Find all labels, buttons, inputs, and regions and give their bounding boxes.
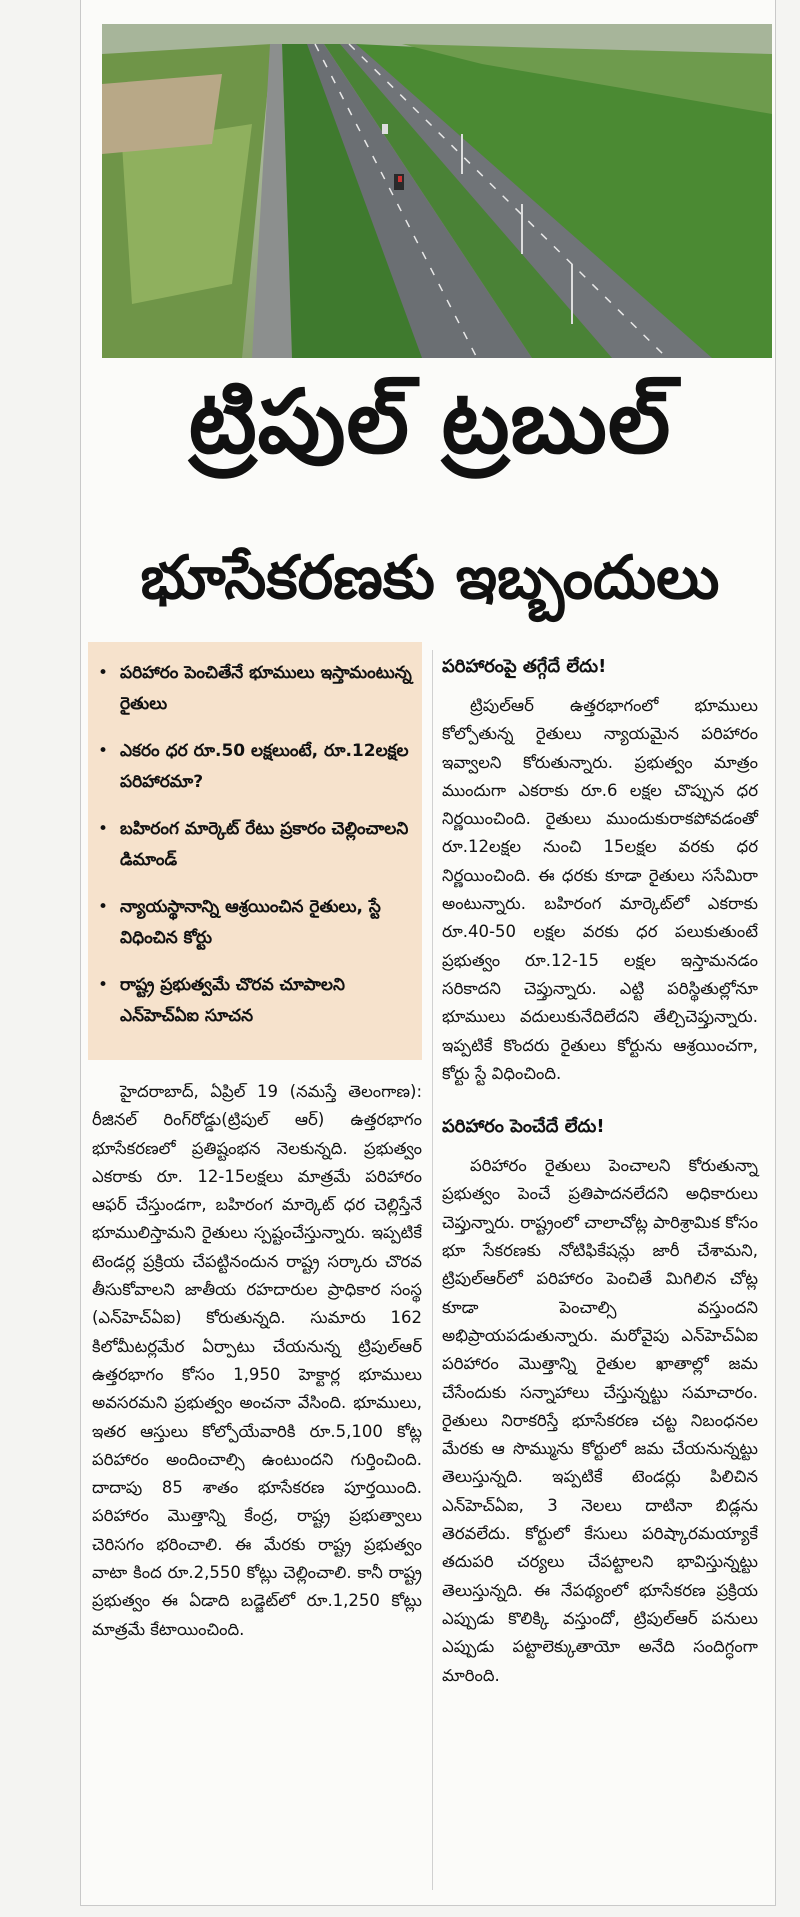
highlight-text: ఎకరం ధర రూ.50 లక్షలుంటే, రూ.12లక్షల పరిహారమా? <box>120 741 409 792</box>
section-heading: పరిహారంపై తగ్గేదే లేదు! <box>442 656 607 677</box>
bullet-icon: • <box>98 663 109 683</box>
highway-aerial-image <box>102 24 772 358</box>
body-paragraph: పరిహారం రైతులు పెంచాలని కోరుతున్నా ప్రభుత్వం పెంచే ప్రతిపాదనలేదని అధికారులు చెప్తున్నారు. రాష్ట్రంలో చాలాచోట్ల పారిశ్రామిక కోసం భూ సేకరణకు నోటిఫికేషన్లు జారీ చేశామని, ట్రిపుల్‌ఆర్‌లో పరిహారం పెంచితే మిగిలిన చోట్ల కూడా పెంచాల్సి వస్తుందని అభిప్రాయపడుతున్నారు. మరోవైపు ఎన్‌హెచ్ఏఐ పరిహారం మొత్తాన్ని రైతుల ఖాతాల్లో జమ చేసేందుకు సన్నాహాలు చేస్తున్నట్టు సమాచారం. రైతులు నిరాకరిస్తే భూసేకరణ చట్ట నిబంధనల మేరకు ఆ సొమ్మును కోర్టులో జమ చేయనున్నట్టు తెలుస్తున్నది. ఇప్పటికే టెండర్లు పిలిచిన ఎన్‌హెచ్ఏఐ, 3 నెలలు దాటినా బిడ్లను తెరవలేదు. కోర్టులో కేసులు పరిష్కారమయ్యాకే తదుపరి చర్యలు చేపట్టాలని భావిస్తున్నట్టు తెలుస్తున్నది. ఈ నేపథ్యంలో భూసేకరణ ప్రక్రియ ఎప్పుడు కొలిక్కి వస్తుందో, ట్రిపుల్‌ఆర్ పనులు ఎప్పుడు పట్టాలెక్కుతాయో అనేది సందిగ్ధంగా మారింది. <box>442 1156 758 1685</box>
highlight-item <box>98 970 412 1032</box>
section-heading: పరిహారం పెంచేదే లేదు! <box>442 1116 605 1138</box>
subheadline: భూసేకరణకు ఇబ్బందులు <box>140 543 720 613</box>
bullet-icon: • <box>98 975 109 995</box>
highlight-text: పరిహారం పెంచితేనే భూములు ఇస్తామంటున్న రైతులు <box>120 663 412 714</box>
bullet-icon: • <box>98 819 109 839</box>
right-column <box>442 652 758 1690</box>
highlight-item <box>98 814 412 876</box>
highlight-item <box>98 736 412 798</box>
highlight-item <box>98 892 412 954</box>
highlight-item <box>98 658 412 720</box>
left-column <box>92 1078 422 1644</box>
column-divider <box>432 650 433 1890</box>
highlight-text: న్యాయస్థానాన్ని ఆశ్రయించిన రైతులు, స్టే విధించిన కోర్టు <box>120 897 381 948</box>
bullet-icon: • <box>98 897 109 917</box>
highlight-text: రాష్ట్ర ప్రభుత్వమే చొరవ చూపాలని ఎన్‌హెచ్ఏఐ సూచన <box>120 975 345 1026</box>
body-paragraph: ట్రిపుల్‌ఆర్ ఉత్తరభాగంలో భూములు కోల్పోతున్న రైతులు న్యాయమైన పరిహారం ఇవ్వాలని కోరుతున్నారు. ప్రభుత్వం మాత్రం ముందుగా ఎకరాకు రూ.6 లక్షల చొప్పున ధర నిర్ణయించింది. రైతులు ముందుకురాకపోవడంతో రూ.12లక్షల నుంచి 15లక్షల వరకు ధర నిర్ణయించింది. ఈ ధరకు కూడా రైతులు ససేమిరా అంటున్నారు. బహిరంగ మార్కెట్‌లో ఎకరాకు రూ.40-50 లక్షల వరకు ధర పలుకుతుంటే ప్రభుత్వం రూ.12-15 లక్షల ఇస్తామనడం సరికాదని చెప్తున్నారు. ఎట్టి పరిస్థితుల్లోనూ భూములు వదులుకునేదిలేదని తేల్చిచెప్తున్నారు. ఇప్పటికే కొందరు రైతులు కోర్టును ఆశ్రయించగా, కోర్టు స్టే విధించింది. <box>442 696 758 1083</box>
highway-photo <box>102 24 772 358</box>
bullet-icon: • <box>98 741 109 761</box>
highlights-box <box>88 642 422 1060</box>
highlight-text: బహిరంగ మార్కెట్ రేటు ప్రకారం చెల్లించాలని డిమాండ్ <box>120 819 409 870</box>
body-paragraph: హైదరాబాద్, ఏప్రిల్ 19 (నమస్తే తెలంగాణ): రీజినల్ రింగ్‌రోడ్డు(ట్రిపుల్ ఆర్) ఉత్తరభాగం భూసేకరణలో ప్రతిష్టంభన నెలకున్నది. ప్రభుత్వం ఎకరాకు రూ. 12-15లక్షలు మాత్రమే పరిహారం ఆఫర్ చేస్తుండగా, బహిరంగ మార్కెట్ ధర చెల్లిస్తేనే భూములిస్తామని రైతులు స్పష్టంచేస్తున్నారు. ఇప్పటికే టెండర్ల ప్రక్రియ చేపట్టినందున రాష్ట్ర సర్కారు చొరవ తీసుకోవాలని జాతీయ రహదారుల ప్రాధికార సంస్థ (ఎన్‌హెచ్ఏఐ) కోరుతున్నది. సుమారు 162 కిలోమీటర్లమేర ఏర్పాటు చేయనున్న ట్రిపుల్‌ఆర్ ఉత్తరభాగం కోసం 1,950 హెక్టార్ల భూములు అవసరమని ప్రభుత్వం అంచనా వేసింది. భూములు, ఇతర ఆస్తులు కోల్పోయేవారికి రూ.5,100 కోట్ల పరిహారం అందించాల్సి ఉంటుందని గుర్తించింది. దాదాపు 85 శాతం భూసేకరణ పూర్తయింది. పరిహారం మొత్తాన్ని కేంద్ర, రాష్ట్ర ప్రభుత్వాలు చెరిసగం భరించాలి. ఈ మేరకు రాష్ట్ర ప్రభుత్వం వాటా కింద రూ.2,550 కోట్లు చెల్లించాలి. కానీ రాష్ట్ర ప్రభుత్వం ఈ ఏడాది బడ్జెట్‌లో రూ.1,250 కోట్లు మాత్రమే కేటాయించింది. <box>92 1082 422 1639</box>
headline: ట్రిపుల్ ట్రబుల్ <box>188 370 672 473</box>
